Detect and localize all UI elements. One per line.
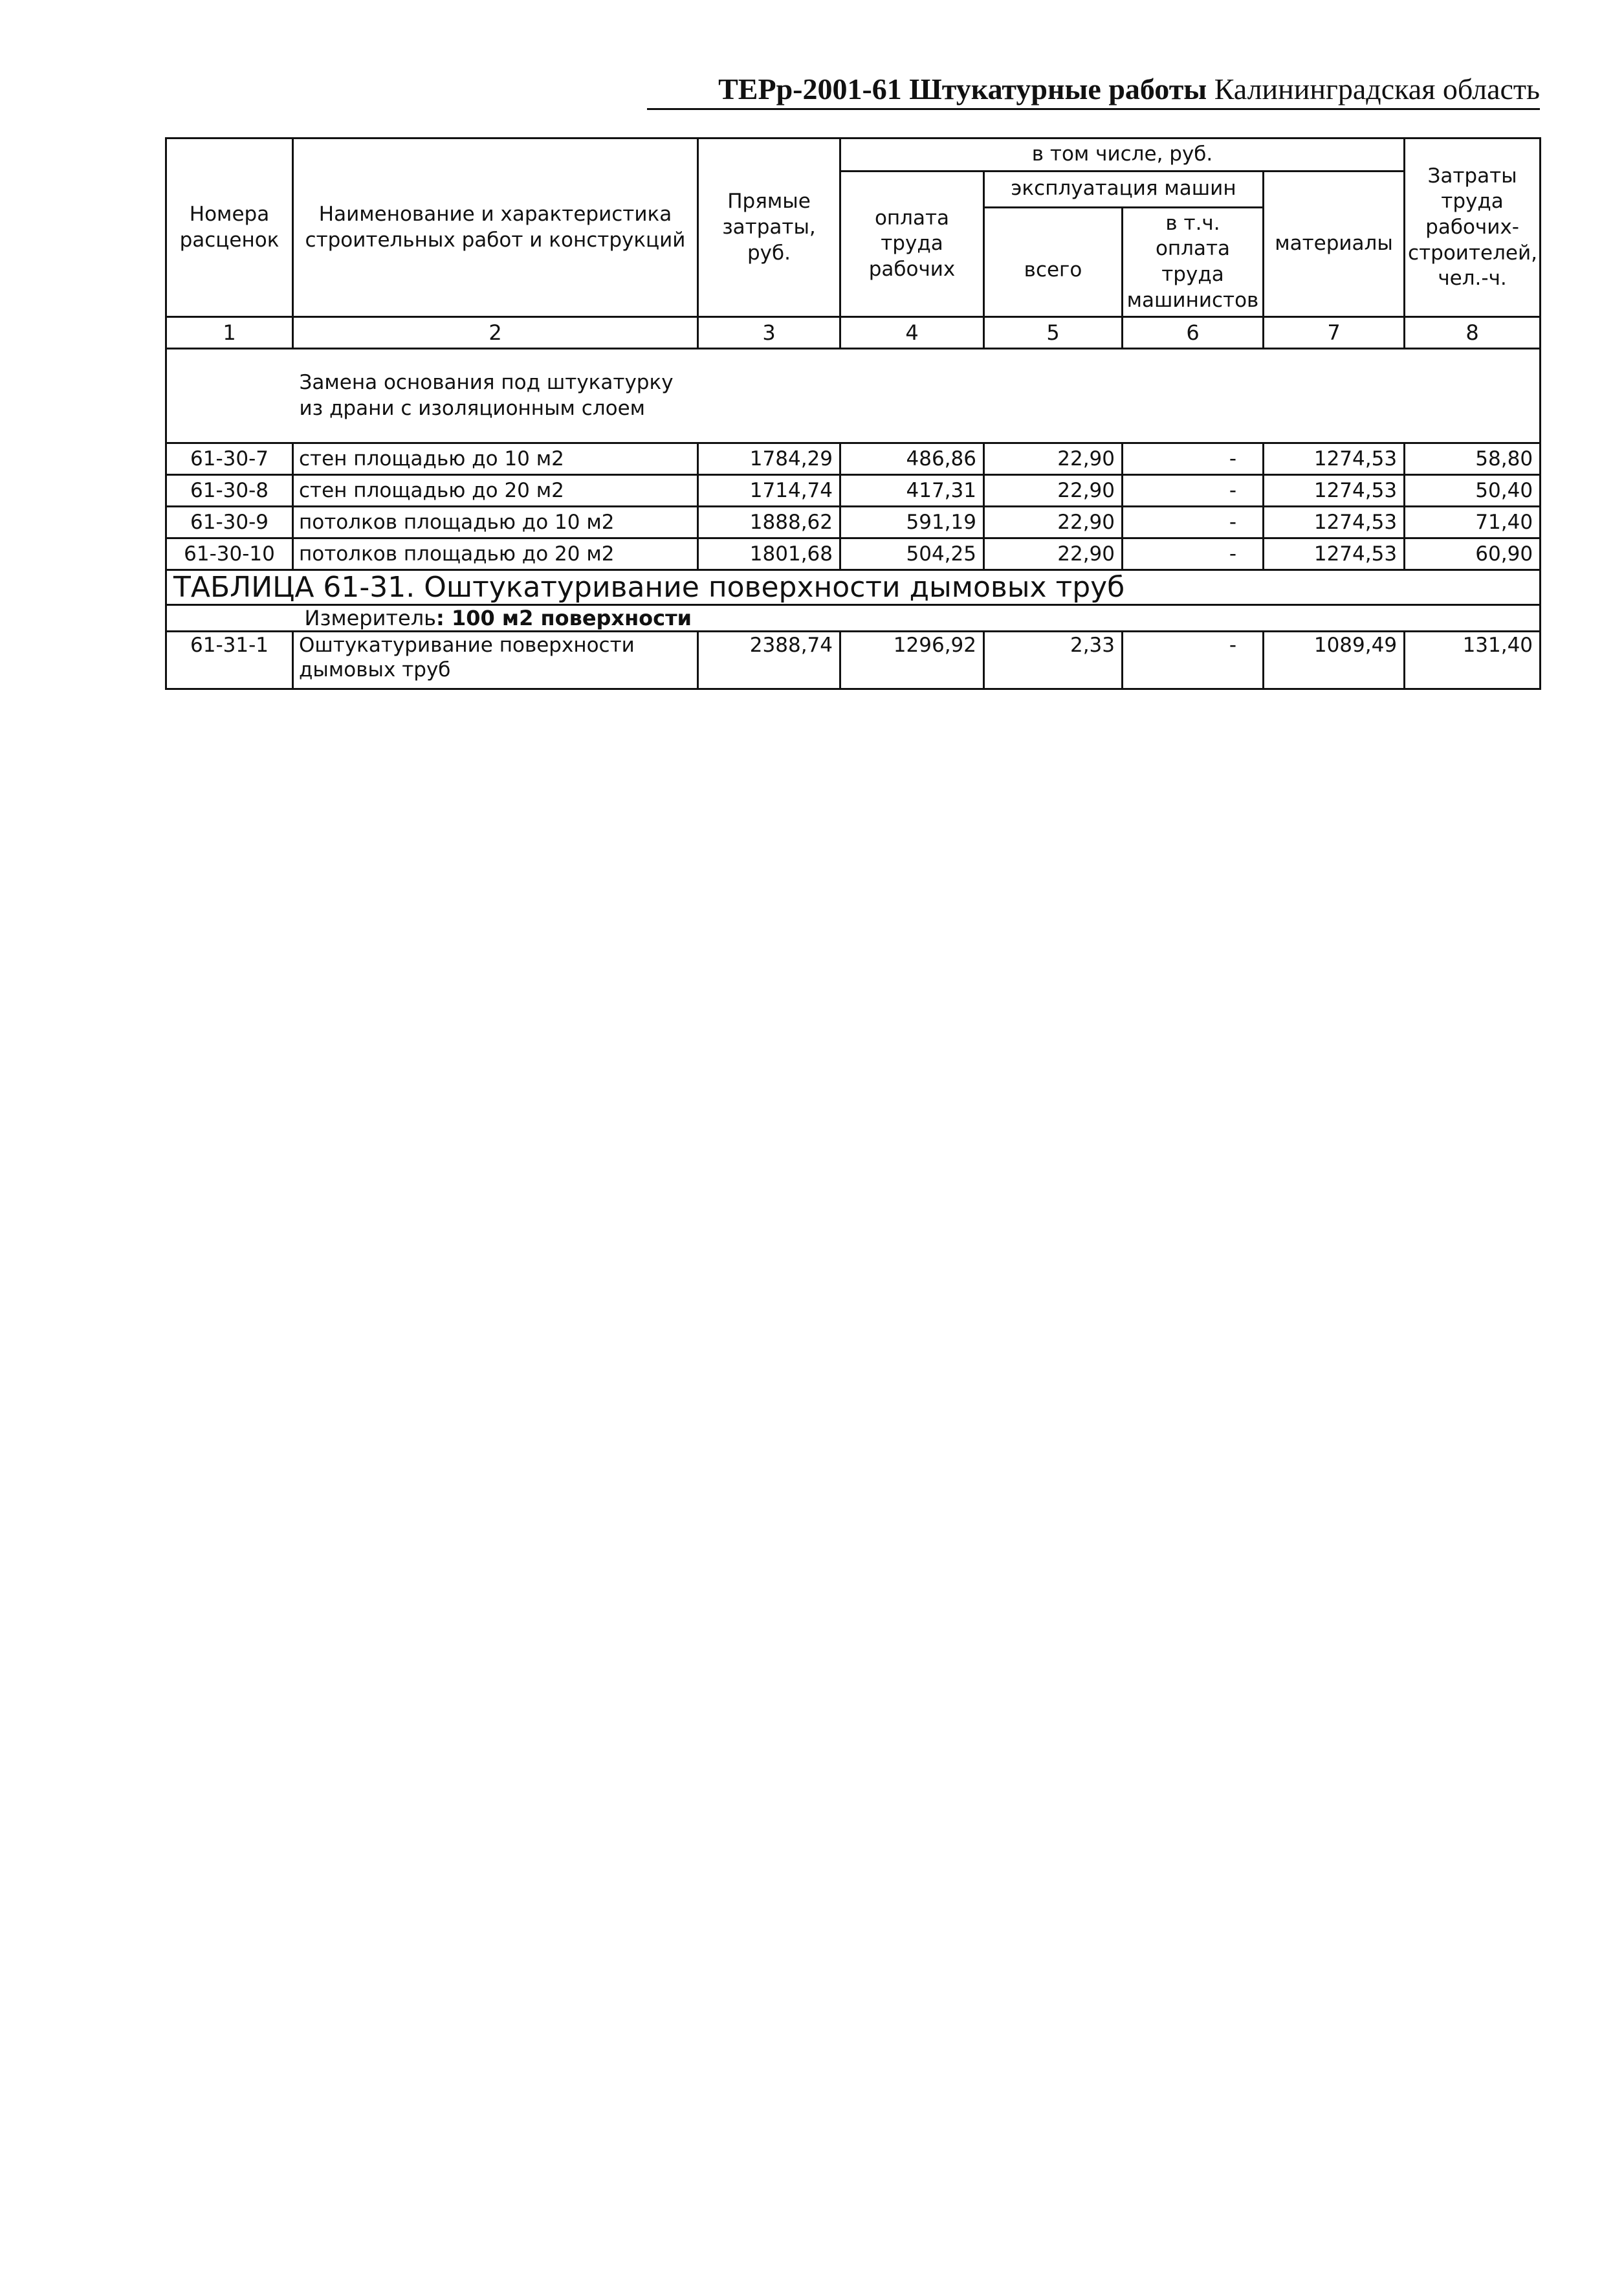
labor-costs-value: 60,90 xyxy=(1405,538,1541,570)
column-number: 5 xyxy=(984,317,1123,349)
machine-total-value: 22,90 xyxy=(984,475,1123,507)
direct-costs-value: 1784,29 xyxy=(698,443,840,475)
worker-wages-value: 486,86 xyxy=(840,443,984,475)
materials-value: 1274,53 xyxy=(1264,538,1405,570)
work-name: стен площадью до 20 м2 xyxy=(293,475,698,507)
direct-costs-value: 1714,74 xyxy=(698,475,840,507)
column-number: 4 xyxy=(840,317,984,349)
col-header-machinist-wages: в т.ч. оплата труда машинистов xyxy=(1123,207,1264,317)
machinist-wages-value: - xyxy=(1123,538,1264,570)
labor-costs-value: 58,80 xyxy=(1405,443,1541,475)
table-row xyxy=(166,475,1541,507)
machinist-wages-value: - xyxy=(1123,475,1264,507)
machine-total-value: 22,90 xyxy=(984,538,1123,570)
column-number: 7 xyxy=(1264,317,1405,349)
column-number: 2 xyxy=(293,317,698,349)
measure-value: : 100 м2 поверхности xyxy=(436,606,692,631)
group-title: Замена основания под штукатурку из драни с изоляционным слоем xyxy=(293,349,698,443)
direct-costs-value: 1888,62 xyxy=(698,507,840,538)
document-header xyxy=(647,72,1540,110)
document-region: Калининградская область xyxy=(1214,72,1540,105)
materials-value: 1274,53 xyxy=(1264,475,1405,507)
col-header-machine-total: всего xyxy=(984,207,1123,317)
machine-total-value: 22,90 xyxy=(984,443,1123,475)
measure-unit xyxy=(293,605,1541,632)
table-row xyxy=(166,632,1541,689)
labor-costs-value: 71,40 xyxy=(1405,507,1541,538)
column-numbers-row xyxy=(166,317,1541,349)
work-name: потолков площадью до 10 м2 xyxy=(293,507,698,538)
machinist-wages-value: - xyxy=(1123,632,1264,689)
worker-wages-value: 591,19 xyxy=(840,507,984,538)
table-row xyxy=(166,443,1541,475)
worker-wages-value: 1296,92 xyxy=(840,632,984,689)
table-row xyxy=(166,538,1541,570)
measure-row xyxy=(166,605,1541,632)
direct-costs-value: 1801,68 xyxy=(698,538,840,570)
work-name: Оштукатуривание поверхности дымовых труб xyxy=(293,632,698,689)
table-header xyxy=(166,138,1541,349)
col-header-materials: материалы xyxy=(1264,171,1405,317)
rates-table xyxy=(165,137,1541,690)
materials-value: 1274,53 xyxy=(1264,443,1405,475)
table-row xyxy=(166,507,1541,538)
worker-wages-value: 504,25 xyxy=(840,538,984,570)
rate-code: 61-30-10 xyxy=(166,538,293,570)
column-number: 1 xyxy=(166,317,293,349)
materials-value: 1274,53 xyxy=(1264,507,1405,538)
rate-code: 61-31-1 xyxy=(166,632,293,689)
column-number: 6 xyxy=(1123,317,1264,349)
column-number: 8 xyxy=(1405,317,1541,349)
machine-total-value: 22,90 xyxy=(984,507,1123,538)
work-name: потолков площадью до 20 м2 xyxy=(293,538,698,570)
col-header-machine-operation: эксплуатация машин xyxy=(984,171,1264,207)
table-title-row xyxy=(166,570,1541,605)
worker-wages-value: 417,31 xyxy=(840,475,984,507)
labor-costs-value: 50,40 xyxy=(1405,475,1541,507)
labor-costs-value: 131,40 xyxy=(1405,632,1541,689)
col-header-labor-costs: Затраты труда рабочих-строителей, чел.-ч. xyxy=(1405,138,1541,317)
group-header-row xyxy=(166,349,1541,443)
work-name: стен площадью до 10 м2 xyxy=(293,443,698,475)
machinist-wages-value: - xyxy=(1123,507,1264,538)
col-header-direct-costs: Прямые затраты, руб. xyxy=(698,138,840,317)
machinist-wages-value: - xyxy=(1123,443,1264,475)
col-header-rate-numbers: Номера расценок xyxy=(166,138,293,317)
column-number: 3 xyxy=(698,317,840,349)
materials-value: 1089,49 xyxy=(1264,632,1405,689)
rate-code: 61-30-8 xyxy=(166,475,293,507)
col-header-work-name: Наименование и характеристика строительных работ и конструкций xyxy=(293,138,698,317)
rate-code: 61-30-9 xyxy=(166,507,293,538)
table-title: ТАБЛИЦА 61-31. Оштукатуривание поверхности дымовых труб xyxy=(166,570,1541,605)
col-header-including: в том числе, руб. xyxy=(840,138,1405,172)
machine-total-value: 2,33 xyxy=(984,632,1123,689)
rate-code: 61-30-7 xyxy=(166,443,293,475)
measure-label: Измеритель xyxy=(304,606,437,631)
document-code-title: ТЕРр-2001-61 Штукатурные работы xyxy=(718,72,1207,105)
col-header-worker-wages: оплата труда рабочих xyxy=(840,171,984,317)
direct-costs-value: 2388,74 xyxy=(698,632,840,689)
